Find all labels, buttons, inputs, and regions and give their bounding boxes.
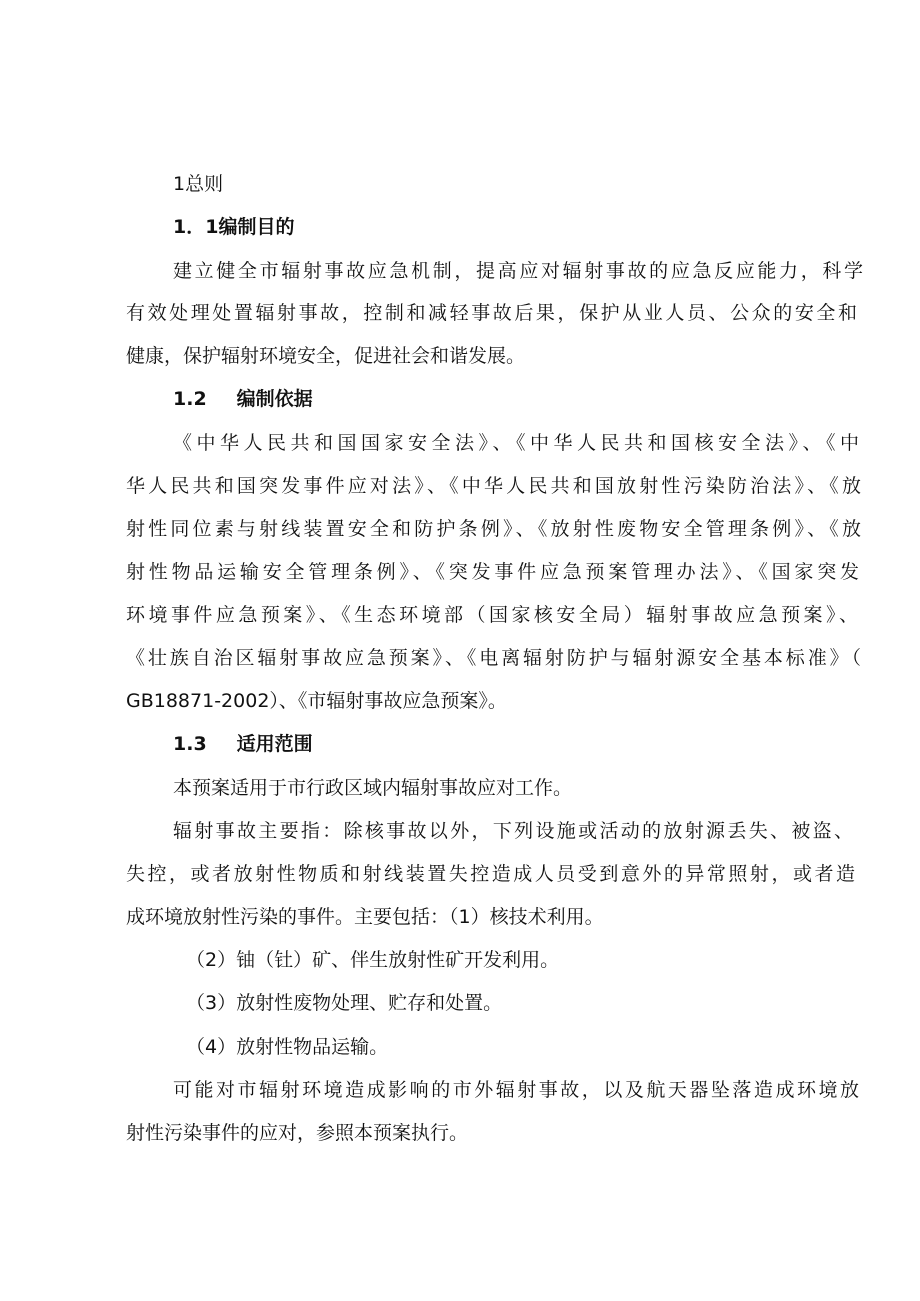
- s12-line-2: 华人民共和国突发事件应对法》、《中华人民共和国放射性污染防治法》、《放: [126, 475, 861, 497]
- section-1-2-heading: [173, 387, 313, 411]
- s13-line-9: 射性污染事件的应对，参照本预案执行。: [126, 1122, 469, 1144]
- section-1-title: 1总则: [173, 173, 224, 195]
- section-1-3-heading: [173, 732, 313, 756]
- section-1-3-number: 1.3: [173, 733, 207, 755]
- section-1-1-heading: [173, 215, 294, 239]
- s13-line-1: 本预案适用于市行政区域内辐射事故应对工作。: [173, 777, 573, 799]
- s11-line-2: 有效处理处置辐射事故，控制和减轻事故后果，保护从业人员、公众的安全和: [126, 302, 857, 324]
- section-1-1-title: 编制目的: [218, 216, 295, 238]
- s12-line-7: GB18871-2002）、《市辐射事故应急预案》。: [126, 690, 507, 712]
- s13-line-7: （4）放射性物品运输。: [186, 1036, 389, 1058]
- s12-line-5: 环境事件应急预案》、《生态环境部（国家核安全局）辐射事故应急预案》、: [126, 604, 858, 626]
- s13-line-3: 失控，或者放射性物质和射线装置失控造成人员受到意外的异常照射，或者造: [126, 863, 855, 885]
- s12-line-4: 射性物品运输安全管理条例》、《突发事件应急预案管理办法》、《国家突发: [126, 561, 859, 583]
- s13-line-8: 可能对市辐射环境造成影响的市外辐射事故，以及航天器坠落造成环境放: [173, 1079, 859, 1101]
- section-1-1-number: 1．1: [173, 216, 219, 238]
- s13-line-2: 辐射事故主要指：除核事故以外，下列设施或活动的放射源丢失、被盗、: [173, 820, 853, 842]
- s13-line-6: （3）放射性废物处理、贮存和处置。: [186, 992, 503, 1014]
- s11-line-1: 建立健全市辐射事故应急机制，提高应对辐射事故的应急反应能力，科学: [173, 260, 863, 282]
- s11-line-3: 健康，保护辐射环境安全，促进社会和谐发展。: [126, 345, 526, 367]
- section-1-3-title: 适用范围: [236, 733, 313, 755]
- section-1-2-number: 1.2: [173, 388, 207, 410]
- s13-line-5: （2）铀（钍）矿、伴生放射性矿开发利用。: [186, 949, 560, 971]
- s12-line-1: 《中华人民共和国国家安全法》、《中华人民共和国核安全法》、《中: [173, 432, 859, 454]
- s12-line-3: 射性同位素与射线装置安全和防护条例》、《放射性废物安全管理条例》、《放: [126, 518, 861, 540]
- s13-line-4: 成环境放射性污染的事件。主要包括：（1）核技术利用。: [126, 906, 604, 928]
- section-1-2-title: 编制依据: [236, 388, 313, 410]
- s12-line-6: 《壮族自治区辐射事故应急预案》、《电离辐射防护与辐射源安全基本标准》（: [126, 647, 861, 669]
